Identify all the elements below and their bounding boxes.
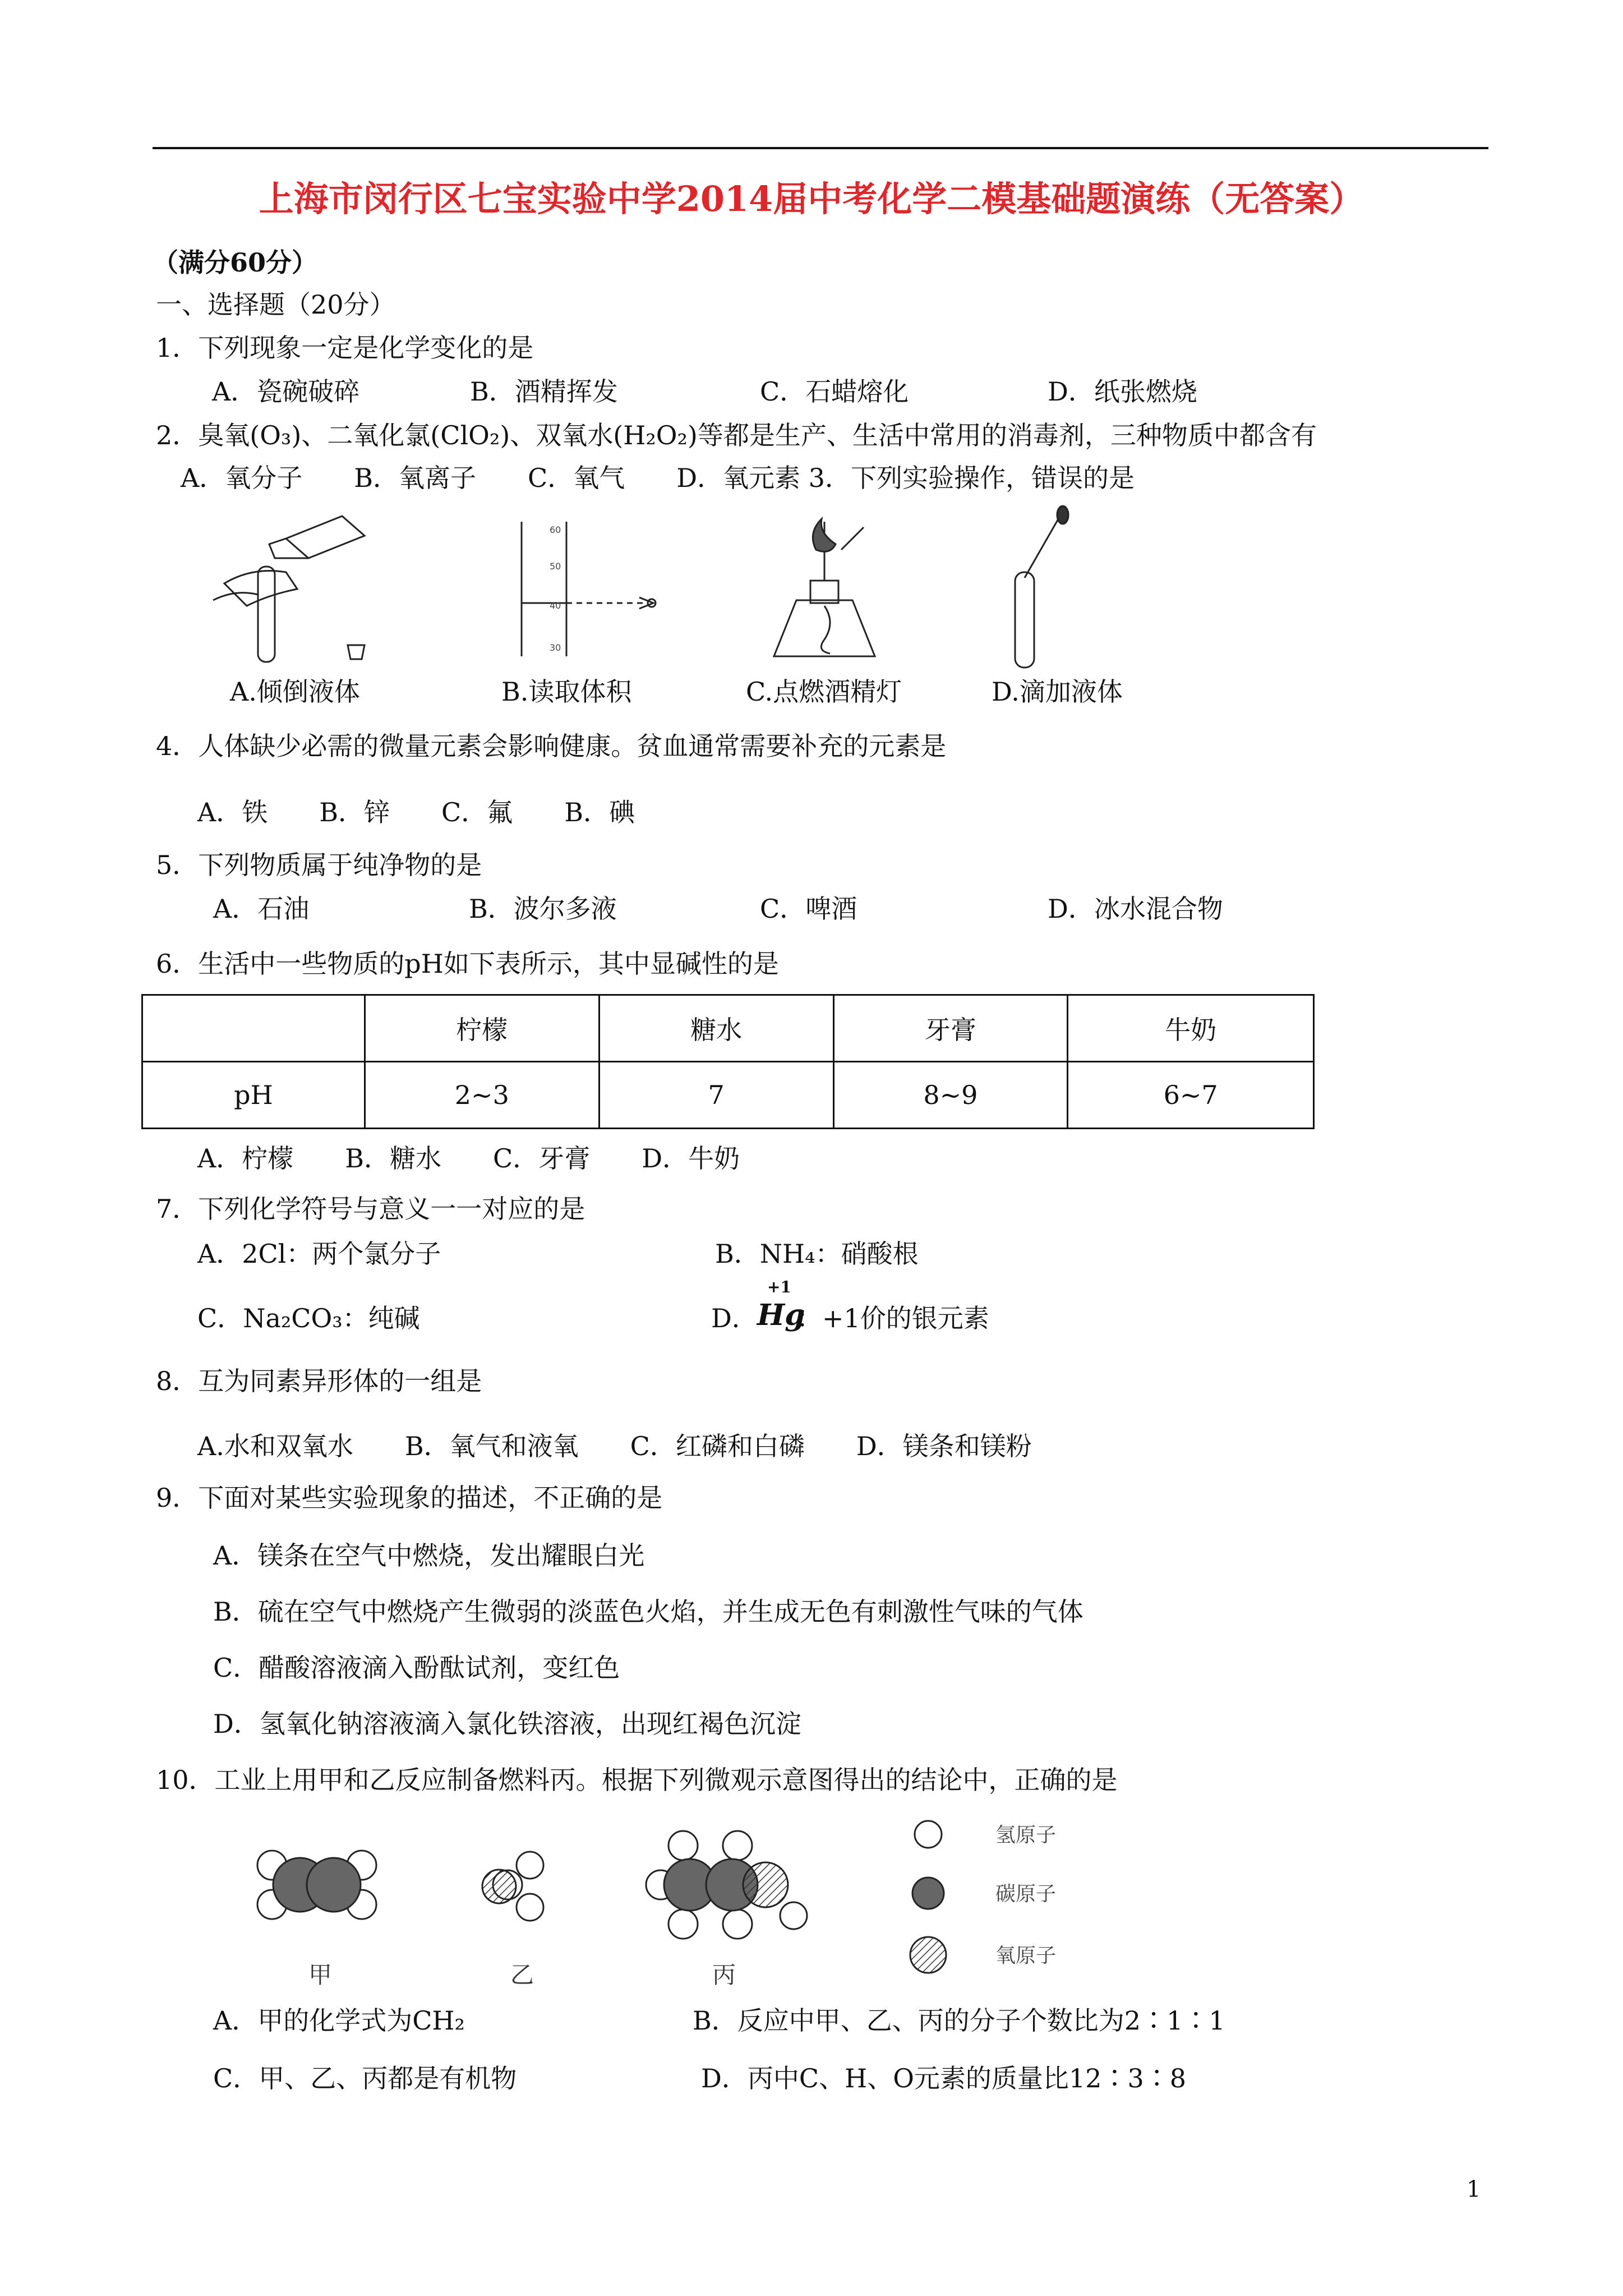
q8-options: A.水和双氧水 B．氧气和液氧 C．红磷和白磷 D．镁条和镁粉 [197, 1431, 1032, 1461]
molecule-yi [482, 1852, 543, 1921]
q8-stem: 8．互为同素异形体的一组是 [156, 1366, 482, 1396]
table-header-cell [142, 995, 365, 1062]
table-row [142, 1062, 1314, 1129]
q2-options: A．氧分子 B．氧离子 C．氧气 D．氧元素 3．下列实验操作，错误的是 [181, 463, 1135, 493]
q10-option-c: C．甲、乙、丙都是有机物 [213, 2063, 517, 2093]
reading-volume-illustration [505, 516, 673, 662]
q6-stem: 6．生活中一些物质的pH如下表所示，其中显碱性的是 [156, 949, 779, 979]
legend-hydrogen-swatch [915, 1821, 942, 1848]
q7-option-b: B．NH₄：硝酸根 [715, 1239, 919, 1269]
q2-stem: 2．臭氧(O₃)、二氧化氯(ClO₂)、双氧水(H₂O₂)等都是生产、生活中常用的消毒剂，三种物质中都含有 [156, 420, 1317, 450]
table-header-cell: 牙膏 [833, 995, 1068, 1062]
q7-stem: 7．下列化学符号与意义一一对应的是 [156, 1194, 585, 1224]
table-header-cell: 牛奶 [1068, 995, 1314, 1062]
q3-option-d: D.滴加液体 [992, 677, 1123, 707]
q7-charge-label: +1 [767, 1278, 791, 1296]
q1-option-b: B．酒精挥发 [470, 376, 618, 407]
table-cell: pH [142, 1062, 365, 1129]
cylinder-tick-30: 30 [550, 642, 561, 653]
q3-option-c: C.点燃酒精灯 [746, 677, 902, 707]
page-number: 1 [1467, 2177, 1481, 2202]
label-bing: 丙 [712, 1961, 736, 1989]
molecule-jia [257, 1851, 376, 1919]
q7-option-c: C．Na₂CO₃：纯碱 [197, 1303, 420, 1333]
q1-option-a: A．瓷碗破碎 [212, 376, 360, 407]
top-rule [153, 147, 1488, 149]
atom-legend [910, 1821, 1056, 1973]
q9-option-c: C．醋酸溶液滴入酚酞试剂，变红色 [213, 1653, 620, 1683]
q4-stem: 4．人体缺少必需的微量元素会影响健康。贫血通常需要补充的元素是 [156, 731, 947, 761]
q10-option-b: B．反应中甲、乙、丙的分子个数比为2∶1∶1 [693, 2005, 1225, 2036]
q1-stem: 1．下列现象一定是化学变化的是 [156, 333, 534, 363]
table-header-row [142, 995, 1314, 1062]
molecular-diagram [247, 1815, 1144, 2005]
q5-stem: 5．下列物质属于纯净物的是 [156, 850, 482, 880]
table-cell: 7 [599, 1062, 833, 1129]
legend-hydrogen-label: 氢原子 [995, 1824, 1057, 1847]
q5-option-c: C．啤酒 [760, 894, 857, 924]
pouring-liquid-illustration [202, 505, 387, 668]
q4-options: A．铁 B．锌 C．氟 B．碘 [197, 797, 635, 827]
q9-option-d: D．氢氧化钠溶液滴入氯化铁溶液，出现红褐色沉淀 [213, 1709, 801, 1739]
q1-option-d: D．纸张燃烧 [1048, 376, 1197, 407]
q10-option-a: A．甲的化学式为CH₂ [213, 2005, 465, 2036]
q6-options: A．柠檬 B．糖水 C．牙膏 D．牛奶 [197, 1143, 740, 1174]
page-title: 上海市闵行区七宝实验中学2014届中考化学二模基础题演练（无答案） [259, 178, 1364, 219]
q5-option-d: D．冰水混合物 [1048, 894, 1223, 924]
legend-carbon-swatch [912, 1878, 944, 1909]
cylinder-tick-40: 40 [550, 600, 561, 611]
q7-hg-symbol: Hg [757, 1298, 805, 1332]
q9-stem: 9．下面对某些实验现象的描述，不正确的是 [156, 1483, 663, 1513]
cylinder-tick-60: 60 [550, 524, 561, 535]
q1-option-c: C．石蜡熔化 [760, 376, 909, 407]
table-cell: 8~9 [833, 1062, 1068, 1129]
table-header-cell: 柠檬 [365, 995, 599, 1062]
full-score: （满分60分） [153, 247, 318, 278]
table-cell: 6~7 [1068, 1062, 1314, 1129]
legend-oxygen-label: 氧原子 [995, 1944, 1057, 1967]
cylinder-tick-50: 50 [550, 561, 561, 572]
q3-option-a: A.倾倒液体 [230, 677, 360, 707]
label-yi: 乙 [510, 1961, 534, 1989]
dropper-illustration [993, 505, 1082, 673]
q5-option-b: B．波尔多液 [469, 894, 617, 924]
q7-option-d-prefix: D． [711, 1303, 758, 1333]
q7-option-d-text: ：+1价的银元素 [796, 1303, 989, 1333]
alcohol-lamp-illustration [751, 510, 897, 668]
label-jia: 甲 [308, 1961, 333, 1989]
table-header-cell: 糖水 [599, 995, 833, 1062]
q10-stem: 10．工业上用甲和乙反应制备燃料丙。根据下列微观示意图得出的结论中，正确的是 [156, 1765, 1118, 1795]
q7-option-a: A．2Cl：两个氯分子 [197, 1239, 441, 1269]
q9-option-b: B．硫在空气中燃烧产生微弱的淡蓝色火焰，并生成无色有刺激性气味的气体 [213, 1596, 1083, 1627]
q5-option-a: A．石油 [213, 894, 310, 924]
molecule-bing [646, 1831, 807, 1939]
table-cell: 2~3 [365, 1062, 599, 1129]
section-heading: 一、选择题（20分） [156, 289, 395, 320]
q3-option-b: B.读取体积 [501, 677, 632, 707]
ph-table [141, 994, 1315, 1129]
q9-option-a: A．镁条在空气中燃烧，发出耀眼白光 [213, 1540, 645, 1571]
q10-option-d: D．丙中C、H、O元素的质量比12∶3∶8 [701, 2063, 1186, 2093]
legend-oxygen-swatch [910, 1937, 946, 1973]
legend-carbon-label: 碳原子 [995, 1883, 1057, 1906]
